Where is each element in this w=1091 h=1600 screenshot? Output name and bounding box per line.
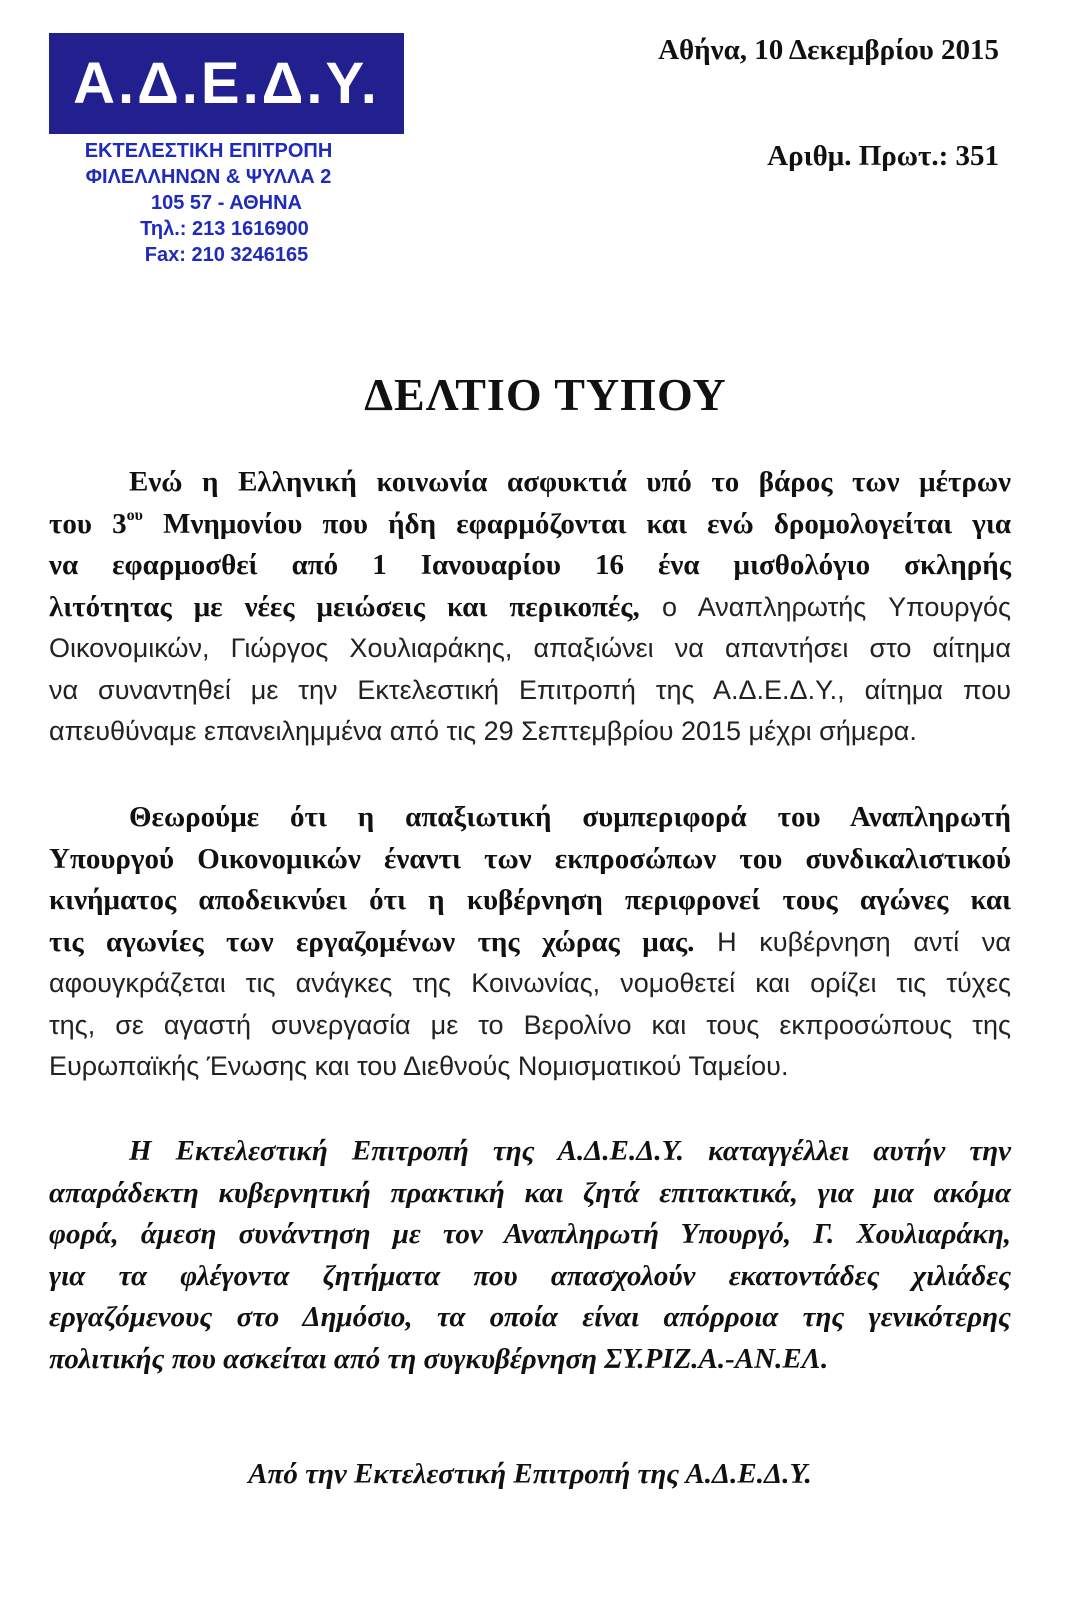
paragraph-1 xyxy=(49,462,1011,753)
paragraph-2-line: κινήματος αποδεικνύει ότι η κυβέρνηση περιφρονεί τους αγώνες και xyxy=(49,884,1011,916)
logo-text: Α.Δ.Ε.Δ.Υ. xyxy=(73,51,380,116)
paragraph-3-line: για τα φλέγοντα ζητήματα που απασχολούν εκατοντάδες χιλιάδες xyxy=(49,1259,1011,1292)
paragraph-2-line: Θεωρούμε ότι η απαξιωτική συμπεριφορά του Αναπληρωτή xyxy=(129,801,1011,833)
paragraph-3-line: εργαζόμενους στο Δημόσιο, τα οποία είναι απόρροια της γενικότερης xyxy=(49,1301,1011,1333)
paragraph-2-line: Υπουργού Οικονομικών έναντι των εκπροσώπων του συνδικαλιστικού xyxy=(49,842,1011,875)
org-line-street: ΦΙΛΕΛΛΗΝΩΝ & ΨΥΛΛΑ 2 xyxy=(85,166,332,188)
paragraph-1-line: Ενώ η Ελληνική κοινωνία ασφυκτιά υπό το βάρος των μέτρων xyxy=(129,466,1011,498)
protocol-number: Αριθμ. Πρωτ.: 351 xyxy=(767,140,999,172)
paragraph-1-line: του $3^{o\upsilon}$ Μνημονίου που ήδη εφαρμόζονται και ενώ δρομολογείται για xyxy=(49,506,1012,540)
paragraph-1-line: απευθύναμε επανειλημμένα από τις 29 Σεπτεμβρίου 2015 μέχρι σήμερα. xyxy=(49,716,917,746)
paragraph-3-line: φορά, άμεση συνάντηση με τον Αναπληρωτή Υπουργό, Γ. Χουλιαράκη, xyxy=(49,1218,1011,1250)
paragraph-1-line: Οικονομικών, Γιώργος Χουλιαράκης, απαξιώνει να απαντήσει στο αίτημα xyxy=(49,633,1011,663)
organization-address xyxy=(49,138,404,268)
paragraph-1-line: να εφαρμοσθεί από 1 Ιανουαρίου 16 ένα μισθολόγιο σκληρής xyxy=(49,549,1011,581)
org-line-postcode: 105 57 - ΑΘΗΝΑ xyxy=(151,192,302,214)
org-line-phone: Τηλ.: 213 1616900 xyxy=(140,218,309,240)
org-line-committee: ΕΚΤΕΛΕΣΤΙΚΗ ΕΠΙΤΡΟΠΗ xyxy=(84,140,333,162)
document-date: Αθήνα, 10 Δεκεμβρίου 2015 xyxy=(658,34,999,66)
paragraph-3-line: πολιτικής που ασκείται από τη συγκυβέρνηση ΣΥ.ΡΙΖ.Α.-ΑΝ.ΕΛ. xyxy=(49,1342,829,1375)
signature: Από την Εκτελεστική Επιτροπή της Α.Δ.Ε.Δ.Υ. xyxy=(248,1458,812,1490)
paragraph-3 xyxy=(49,1131,1011,1380)
paragraph-2-line: τις αγωνίες των εργαζομένων της χώρας μας. Η κυβέρνηση αντί να xyxy=(49,925,1011,958)
paragraph-2-line: της, σε αγαστή συνεργασία με το Βερολίνο και τους εκπροσώπους της xyxy=(49,1009,1011,1040)
paragraph-2 xyxy=(49,797,1011,1088)
paragraph-2-line: Ευρωπαϊκής Ένωσης και του Διεθνούς Νομισματικού Ταμείου. xyxy=(49,1051,789,1081)
paragraph-2-line: αφουγκράζεται τις ανάγκες της Κοινωνίας, νομοθετεί και ορίζει τις τύχες xyxy=(49,968,1011,998)
paragraph-3-line: Η Εκτελεστική Επιτροπή της Α.Δ.Ε.Δ.Υ. καταγγέλλει αυτήν την xyxy=(129,1135,1011,1167)
logo xyxy=(49,33,404,134)
paragraph-3-line: απαράδεκτη κυβερνητική πρακτική και ζητά επιτακτικά, για μια ακόμα xyxy=(49,1176,1011,1209)
paragraph-1-line: λιτότητας με νέες μειώσεις και περικοπές, ο Αναπληρωτής Υπουργός xyxy=(49,590,1011,623)
paragraph-1-line: να συναντηθεί με την Εκτελεστική Επιτροπή της Α.Δ.Ε.Δ.Υ., αίτημα που xyxy=(49,674,1011,705)
org-line-fax: Fax: 210 3246165 xyxy=(144,244,309,266)
page-title: ΔΕΛΤΙΟ ΤΥΠΟΥ xyxy=(364,369,727,420)
